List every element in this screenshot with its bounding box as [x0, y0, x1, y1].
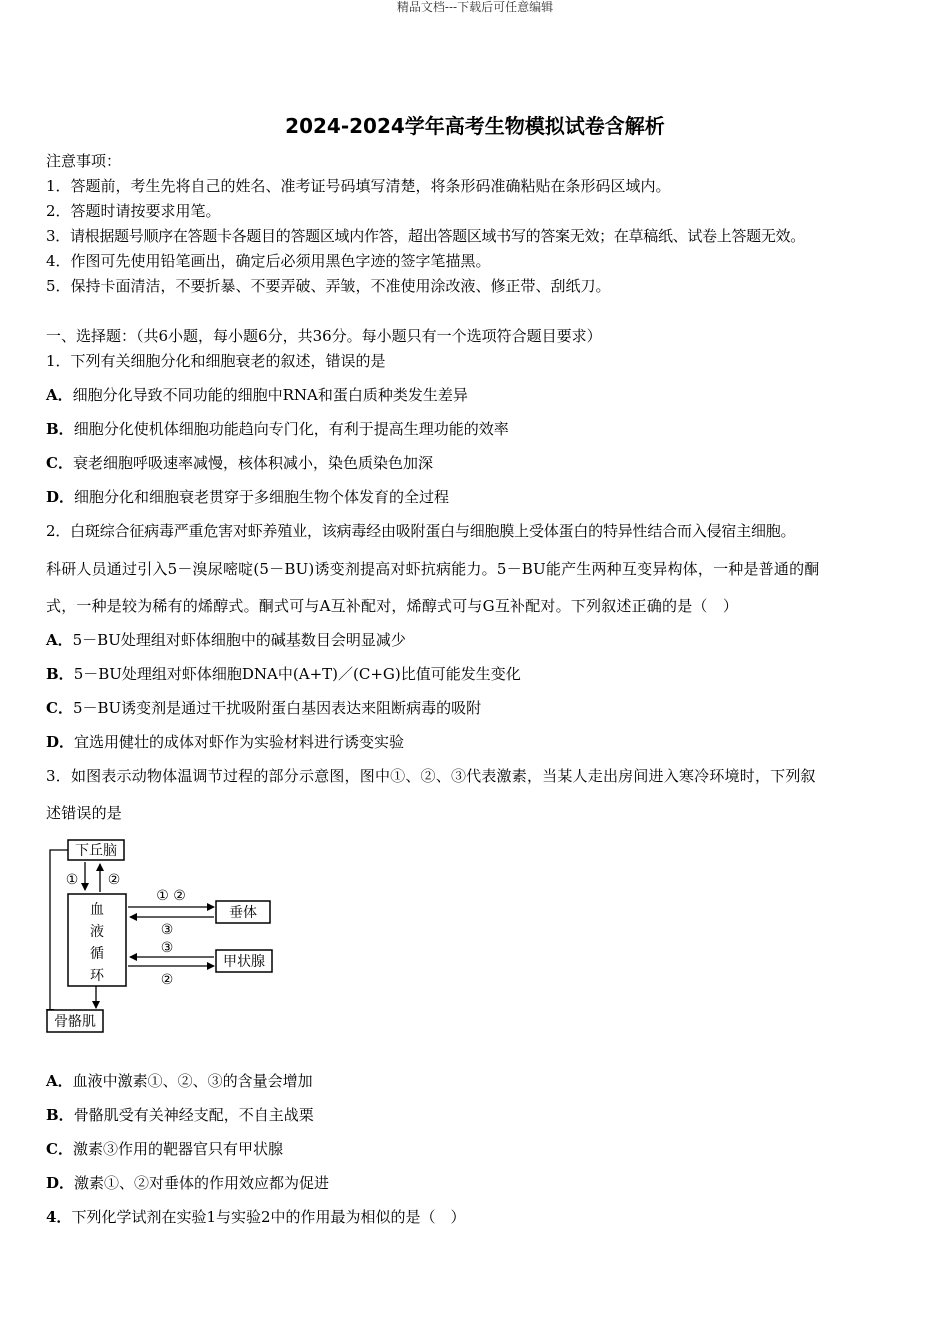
option-text: 激素③作用的靶器官只有甲状腺	[72, 1140, 283, 1158]
q3-option-d	[46, 1173, 329, 1193]
question-3-stem-line: 述错误的是	[46, 804, 123, 822]
option-text: 5－BU处理组对虾体细胞中的碱基数目会明显减少	[72, 631, 406, 649]
option-text: 细胞分化和细胞衰老贯穿于多细胞生物个体发育的全过程	[74, 488, 450, 506]
label-hormone-1: ①	[65, 872, 79, 888]
thermoregulation-diagram	[44, 836, 284, 1036]
note-item: 5．保持卡面清洁，不要折暴、不要弄破、弄皱，不准使用涂改液、修正带、刮纸刀。	[46, 277, 611, 295]
option-text: 骨骼肌受有关神经支配，不自主战栗	[73, 1106, 314, 1124]
pituitary-label: 垂体	[229, 905, 257, 921]
label-to-pituitary: ① ②	[156, 888, 186, 904]
q1-option-b	[46, 419, 509, 439]
option-text: 血液中激素①、②、③的含量会增加	[72, 1072, 313, 1090]
option-text: 宜选用健壮的成体对虾作为实验材料进行诱变实验	[74, 733, 405, 751]
blood-char: 环	[90, 968, 104, 984]
label-from-thyroid: ②	[160, 972, 174, 988]
option-letter: C．	[46, 699, 73, 717]
note-item: 3．请根据题号顺序在答题卡各题目的答题区域内作答，超出答题区域书写的答案无效；在草稿纸、试卷上答题无效。	[46, 227, 805, 245]
q3-option-a	[46, 1071, 313, 1091]
document-title: 2024-2024学年高考生物模拟试卷含解析	[285, 114, 665, 138]
option-text: 5－BU处理组对虾体细胞DNA中(A+T)／(C+G)比值可能发生变化	[73, 665, 521, 683]
option-text: 5－BU诱变剂是通过干扰吸附蛋白基因表达来阻断病毒的吸附	[72, 699, 482, 717]
note-item: 2．答题时请按要求用笔。	[46, 202, 221, 220]
question-1-stem: 1．下列有关细胞分化和细胞衰老的叙述，错误的是	[46, 352, 386, 370]
q1-option-d	[46, 487, 449, 507]
muscle-label: 骨骼肌	[54, 1014, 96, 1030]
q1-option-a	[46, 385, 468, 405]
option-letter: C．	[46, 454, 73, 472]
hypothalamus-label: 下丘脑	[75, 843, 117, 859]
question-3-stem-line: 3．如图表示动物体温调节过程的部分示意图，图中①、②、③代表激素，当某人走出房间进入寒冷环境时，下列叙	[46, 767, 816, 785]
question-2-stem-line: 2．白斑综合征病毒严重危害对虾养殖业，该病毒经由吸附蛋白与细胞膜上受体蛋白的特异性结合而入侵宿主细胞。	[46, 522, 796, 540]
option-letter: B．	[46, 665, 74, 683]
section-heading: 一、选择题：（共6小题，每小题6分，共36分。每小题只有一个选项符合题目要求）	[46, 327, 602, 345]
blood-char: 血	[90, 902, 104, 918]
label-to-thyroid: ③	[160, 940, 174, 956]
diagram-svg	[44, 836, 284, 1036]
blood-char: 循	[90, 946, 104, 962]
thyroid-label: 甲状腺	[223, 954, 265, 970]
option-text: 细胞分化导致不同功能的细胞中RNA和蛋白质种类发生差异	[72, 386, 468, 404]
question-4-stem	[46, 1207, 466, 1227]
label-hormone-2: ②	[107, 872, 121, 888]
question-number: 4．	[46, 1208, 72, 1226]
question-2-stem-line: 式，一种是较为稀有的烯醇式。酮式可与A互补配对，烯醇式可与G互补配对。下列叙述正确的是（ ）	[46, 597, 739, 615]
question-text: 下列化学试剂在实验1与实验2中的作用最为相似的是（ ）	[71, 1208, 466, 1226]
note-item: 1．答题前，考生先将自己的姓名、准考证号码填写清楚，将条形码准确粘贴在条形码区域内。	[46, 177, 671, 195]
option-letter: D．	[46, 733, 75, 751]
option-letter: B．	[46, 1106, 74, 1124]
option-letter: B．	[46, 420, 74, 438]
q2-option-a	[46, 630, 406, 650]
option-letter: C．	[46, 1140, 73, 1158]
blood-char: 液	[90, 924, 104, 940]
notes-heading: 注意事项：	[46, 152, 122, 170]
option-text: 细胞分化使机体细胞功能趋向专门化，有利于提高生理功能的效率	[73, 420, 509, 438]
q3-option-c	[46, 1139, 283, 1159]
q3-option-b	[46, 1105, 314, 1125]
q2-option-b	[46, 664, 521, 684]
note-item: 4．作图可先使用铅笔画出，确定后必须用黑色字迹的签字笔描黑。	[46, 252, 491, 270]
page-header-note: 精品文档---下载后可任意编辑	[396, 0, 554, 14]
question-2-stem-line: 科研人员通过引入5－溴尿嘧啶(5－BU)诱变剂提高对虾抗病能力。5－BU能产生两种互变异构体，一种是普通的酮	[46, 560, 820, 578]
option-letter: D．	[46, 1174, 75, 1192]
option-text: 激素①、②对垂体的作用效应都为促进	[74, 1174, 330, 1192]
option-letter: A．	[46, 1072, 73, 1090]
label-from-pituitary: ③	[160, 922, 174, 938]
q2-option-d	[46, 732, 404, 752]
option-letter: A．	[46, 386, 73, 404]
option-letter: A．	[46, 631, 73, 649]
option-letter: D．	[46, 488, 75, 506]
q1-option-c	[46, 453, 433, 473]
q2-option-c	[46, 698, 481, 718]
option-text: 衰老细胞呼吸速率减慢，核体积减小，染色质染色加深	[72, 454, 433, 472]
